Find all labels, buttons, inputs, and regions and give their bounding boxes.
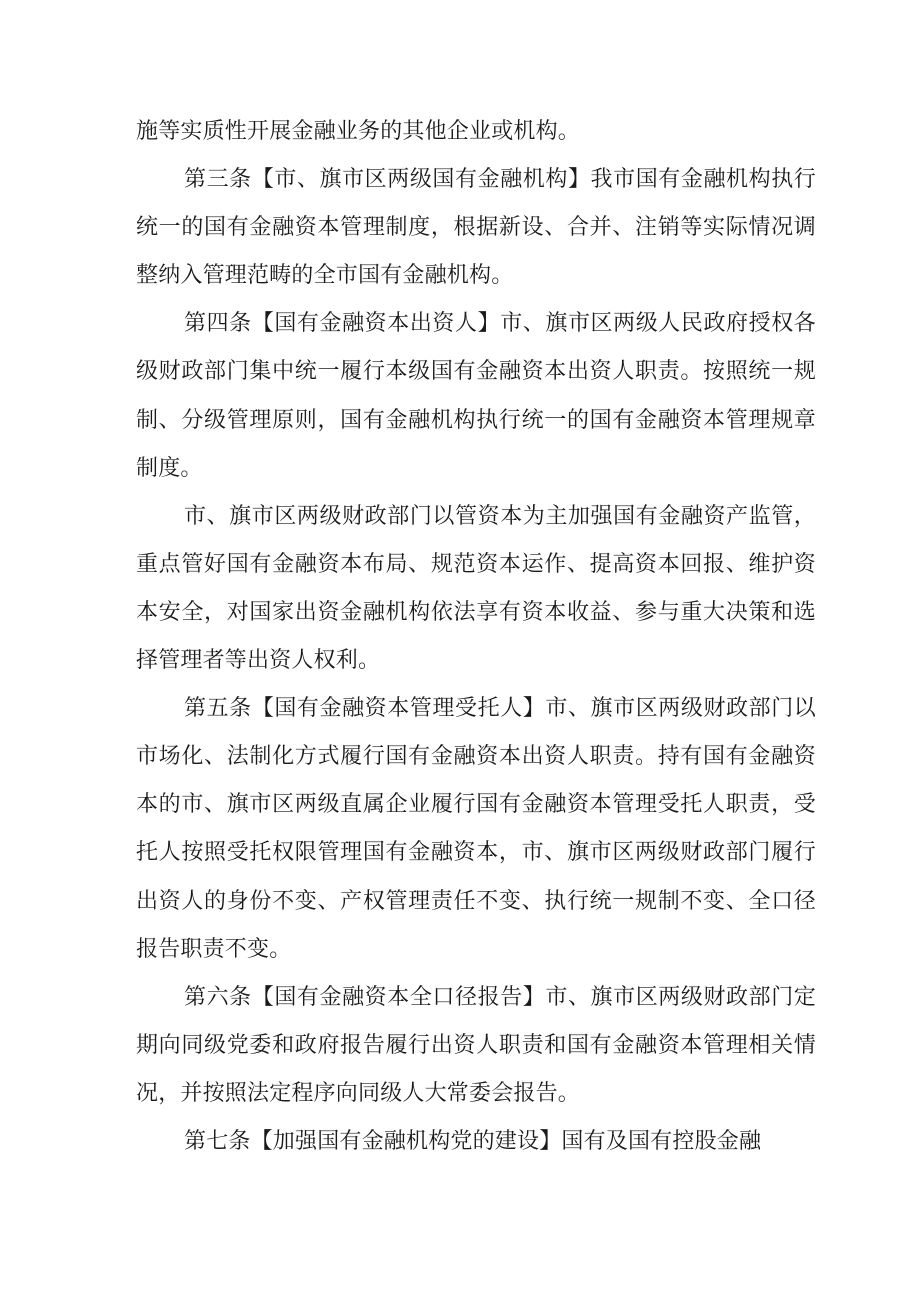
paragraph-article-4-supplement: 市、旗市区两级财政部门以管资本为主加强国有金融资产监管，重点管好国有金融资本布局、规范资本运作、提高资本回报、维护资本安全，对国家出资金融机构依法享有资本收益、参与重大决策和选择管理者等出资人权利。 [136,503,816,674]
paragraph-article-5: 第五条【国有金融资本管理受托人】市、旗市区两级财政部门以市场化、法制化方式履行国有金融资本出资人职责。持有国有金融资本的市、旗市区两级直属企业履行国有金融资本管理受托人职责，受托人按照受托权限管理国有金融资本，市、旗市区两级财政部门履行出资人的身份不变、产权管理责任不变、执行统一规制不变、全口径报告职责不变。 [136,696,816,962]
paragraph-article-7: 第七条【加强国有金融机构党的建设】国有及国有控股金融 [184,1128,762,1154]
paragraph-article-4: 第四条【国有金融资本出资人】市、旗市区两级人民政府授权各级财政部门集中统一履行本级国有金融资本出资人职责。按照统一规制、分级管理原则，国有金融机构执行统一的国有金融资本管理规章制度。 [136,311,816,481]
document-body [136,108,816,1166]
paragraph-article-3: 第三条【市、旗市区两级国有金融机构】我市国有金融机构执行统一的国有金融资本管理制度，根据新设、合并、注销等实际情况调整纳入管理范畴的全市国有金融机构。 [136,167,816,289]
paragraph-article-6: 第六条【国有金融资本全口径报告】市、旗市区两级财政部门定期向同级党委和政府报告履行出资人职责和国有金融资本管理相关情况，并按照法定程序向同级人大常委会报告。 [136,984,816,1106]
paragraph-continuation: 施等实质性开展金融业务的其他企业或机构。 [136,119,581,144]
